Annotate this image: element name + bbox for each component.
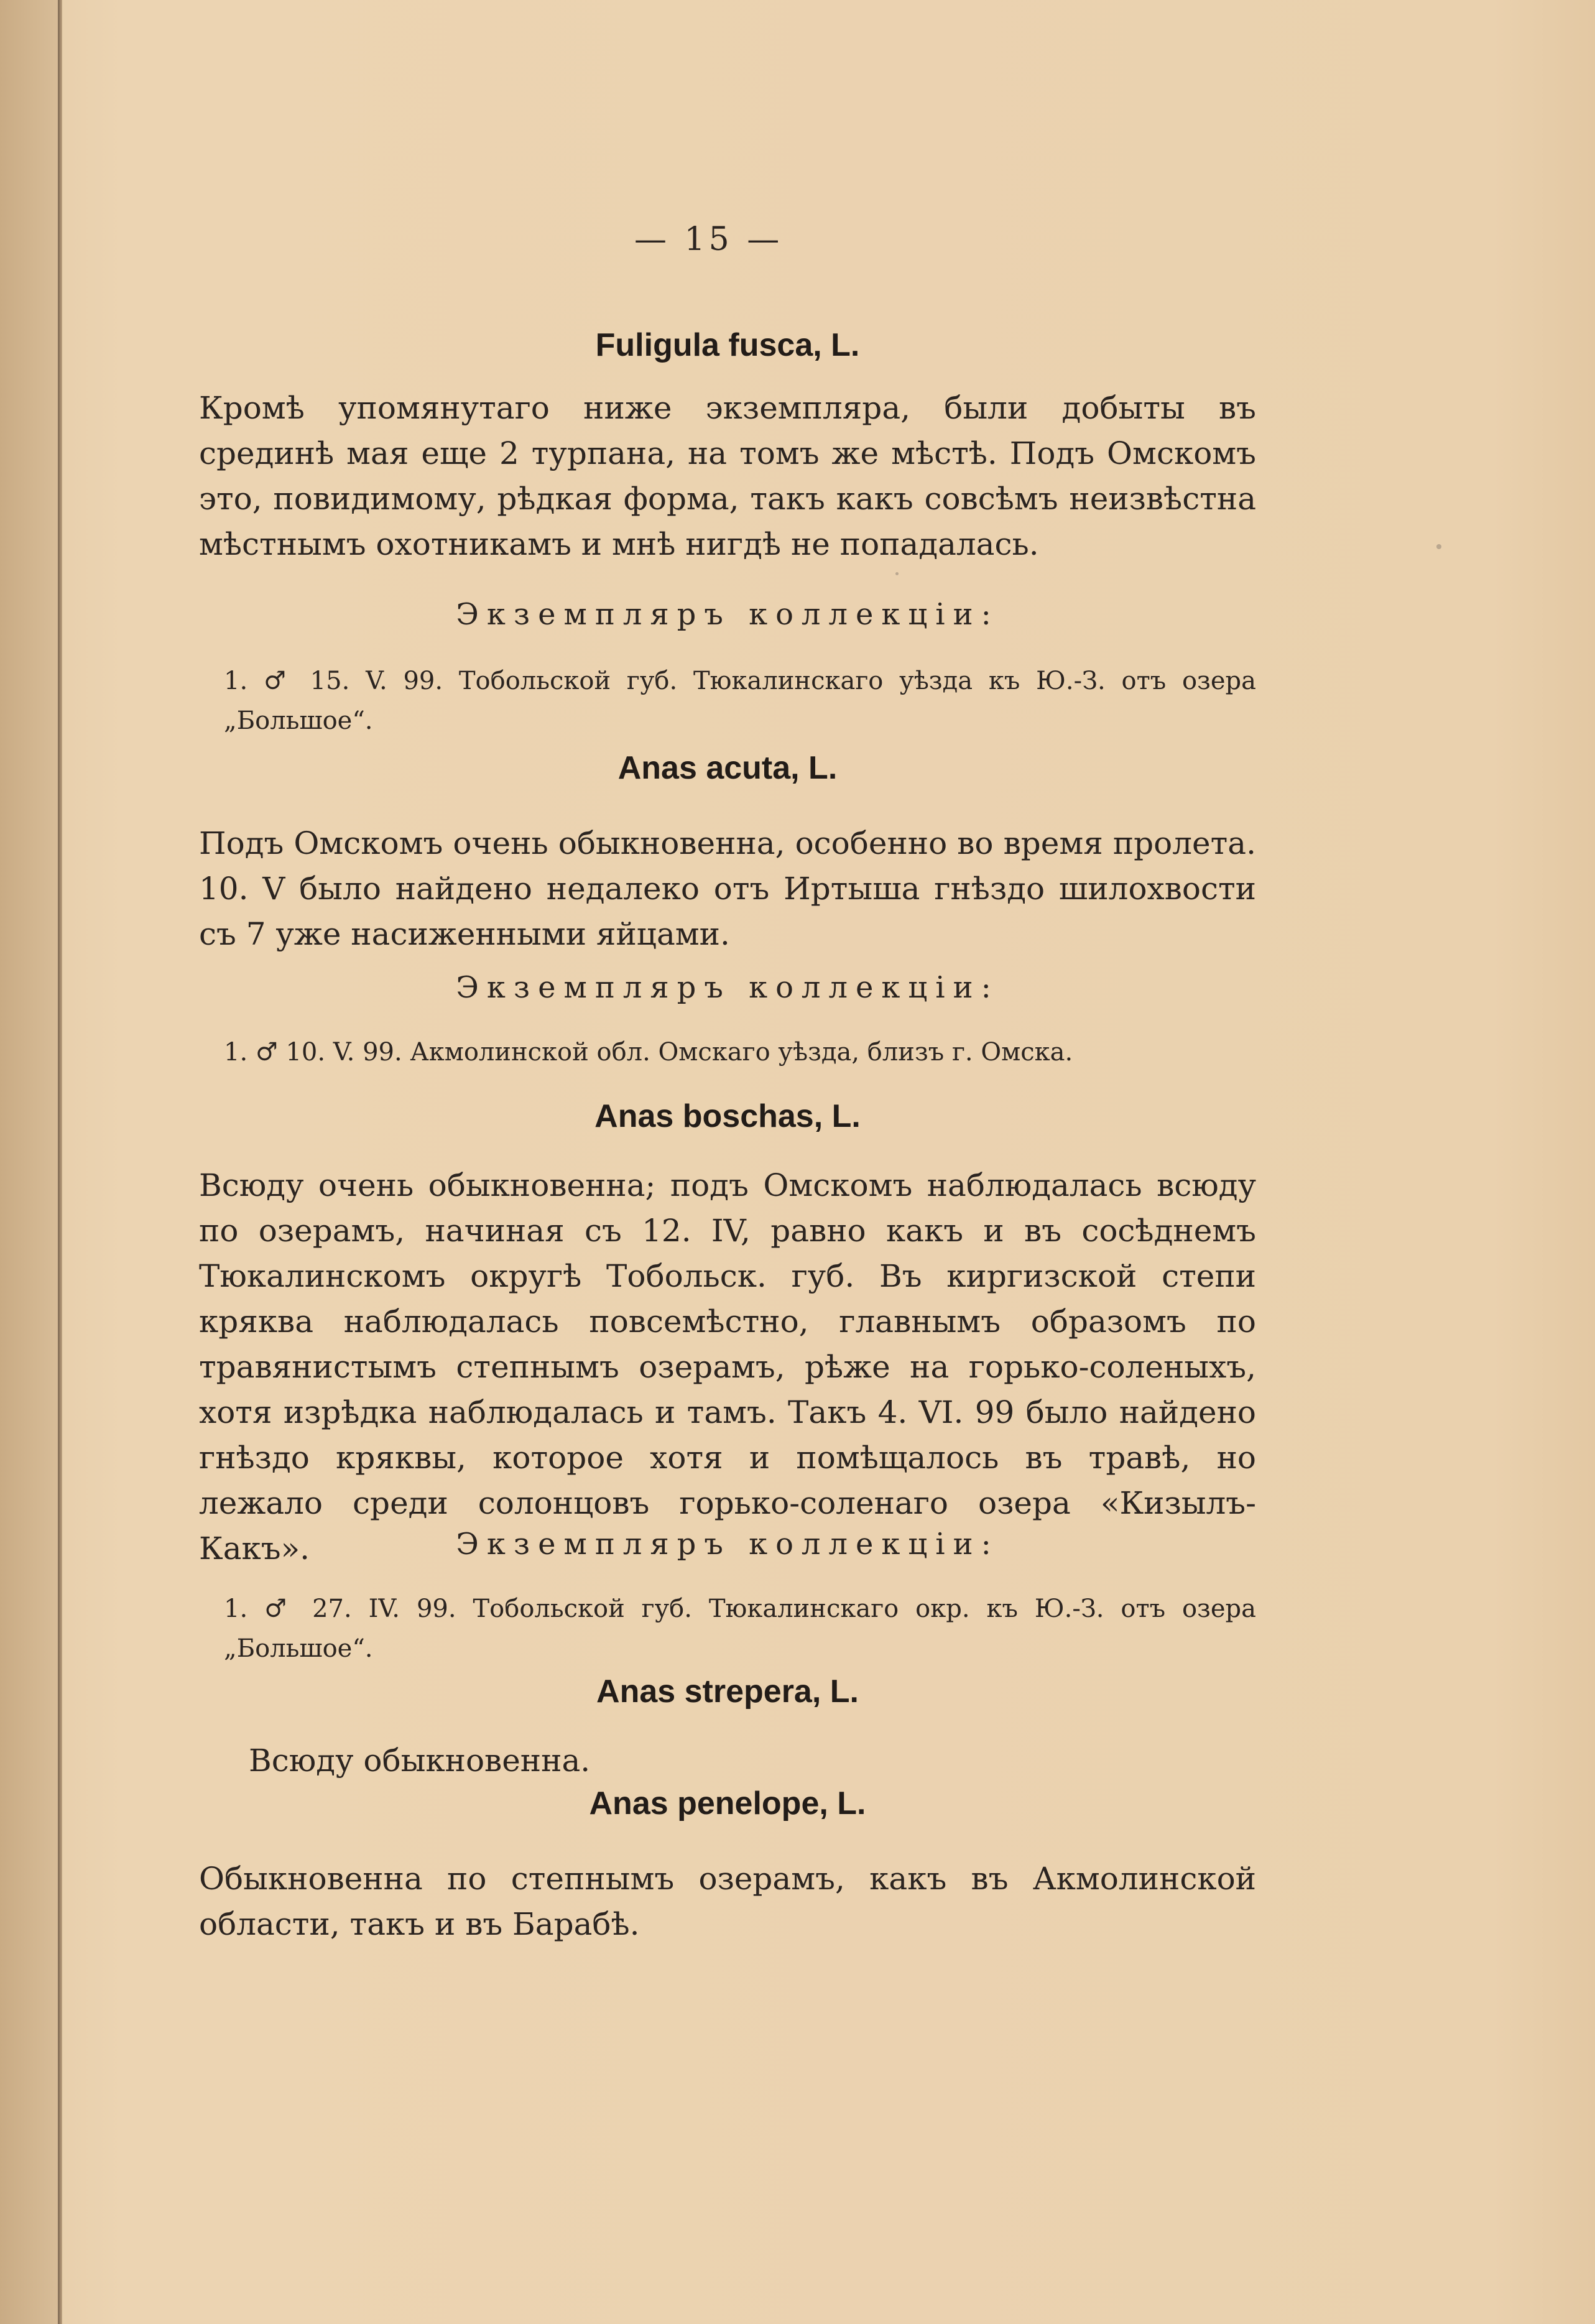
collection-label: Экземпляръ коллекціи: — [456, 970, 999, 1005]
section-heading-fuligula-fusca: Fuligula fusca, L. — [595, 327, 860, 363]
section-text-anas-boschas: Всюду очень обыкновенна; подъ Омскомъ наблюдалась всюду по озерамъ, начиная съ 12. IV, равно какъ и въ сосѣднемъ Тюкалинскомъ округѣ Тобольск. губ. Въ киргизской степи кряква наблюдалась повсемѣстно, главнымъ образомъ по травянистымъ степнымъ озерамъ, рѣже на горько-соленыхъ, хотя изрѣдка наблюдалась и тамъ. Такъ 4. VI. 99 было найдено гнѣздо кряквы, которое хотя и помѣщалось въ травѣ, но лежало среди солонцовъ горько-соленаго озера «Кизылъ-Какъ». — [199, 1167, 1256, 1567]
section-heading-anas-boschas: Anas boschas, L. — [594, 1098, 861, 1134]
page-number: — 15 — — [634, 221, 784, 258]
paper-speck — [895, 572, 899, 575]
section-text-anas-strepera: Всюду обыкновенна. — [249, 1743, 591, 1779]
section-heading-anas-penelope: Anas penelope, L. — [589, 1785, 866, 1822]
binding-gutter — [0, 0, 58, 2324]
collection-label: Экземпляръ коллекціи: — [456, 597, 999, 632]
section-text-anas-acuta: Подъ Омскомъ очень обыкновенна, особенно во время пролета. 10. V было найдено недалеко отъ Иртыша гнѣздо шилохвости съ 7 уже насиженными яйцами. — [199, 825, 1256, 952]
section-heading-anas-acuta: Anas acuta, L. — [617, 750, 838, 786]
paper-speck — [1436, 544, 1441, 549]
specimen-record: 1. ♂ 27. IV. 99. Тобольской губ. Тюкалинскаго окр. къ Ю.-З. отъ озера „Большое“. — [224, 1595, 1256, 1663]
section-text-anas-penelope: Обыкновенна по степнымъ озерамъ, какъ въ Акмолинской области, такъ и въ Барабѣ. — [199, 1861, 1256, 1942]
specimen-record: 1. ♂ 10. V. 99. Акмолинской обл. Омскаго уѣзда, близъ г. Омска. — [224, 1038, 1073, 1067]
collection-label: Экземпляръ коллекціи: — [456, 1527, 999, 1562]
binding-edge — [58, 0, 62, 2324]
section-heading-anas-strepera: Anas strepera, L. — [596, 1674, 859, 1710]
section-text-fuligula-fusca: Кромѣ упомянутаго ниже экземпляра, были добыты въ срединѣ мая еще 2 турпана, на томъ же мѣстѣ. Подъ Омскомъ это, повидимому, рѣдкая форма, такъ какъ совсѣмъ неизвѣстна мѣстнымъ охотникамъ и мнѣ нигдѣ не попадалась. — [199, 390, 1256, 562]
specimen-record: 1. ♂ 15. V. 99. Тобольской губ. Тюкалинскаго уѣзда къ Ю.-З. отъ озера „Большое“. — [224, 667, 1256, 735]
